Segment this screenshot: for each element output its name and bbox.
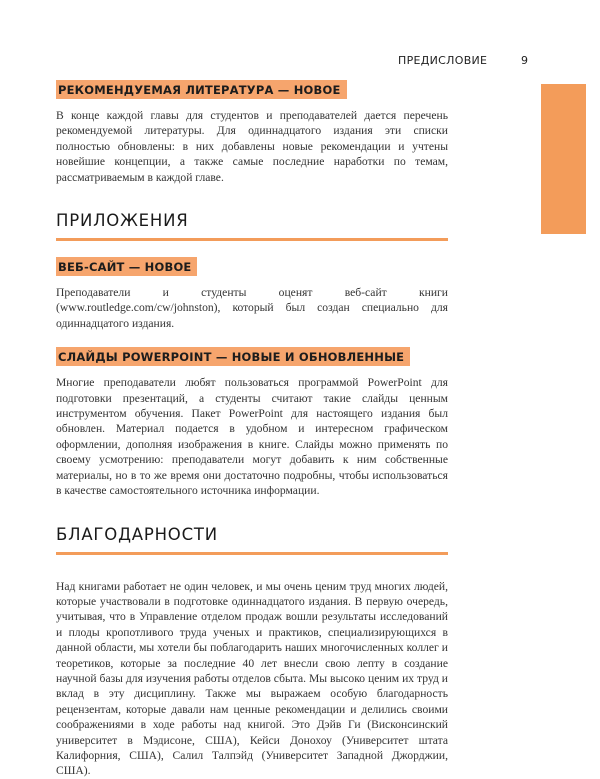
website-heading: ВЕБ-САЙТ — НОВОЕ: [56, 257, 197, 276]
recommended-reading-heading: РЕКОМЕНДУЕМАЯ ЛИТЕРАТУРА — НОВОЕ: [56, 80, 347, 99]
page-content: [56, 80, 448, 779]
slides-text: Многие преподаватели любят пользоваться программой PowerPoint для подготовки презентаций, а студенты считают такие слайды ценным инструментом обучения. Пакет PowerPoint для настоящего издания был обновлен. Материал подается в удобном и интересном графическом оформлении, дополняя изображения в книге. Слайды можно применять по своему усмотрению: преподаватели могут добавить к ним собственные материалы, но в то же время они достаточно подробны, чтобы использоваться в качестве самостоятельного источника информации.: [56, 376, 448, 498]
website-text: Преподаватели и студенты оценят веб-сайт книги (www.routledge.com/cw/johnston), который был создан специально для одиннадцатого издания.: [56, 286, 448, 330]
acknowledgements-text: Над книгами работает не один человек, и мы очень ценим труд многих людей, которые участвовали в подготовке одиннадцатого издания. В первую очередь, учитывая, что в Управление отделом продаж вошли результаты исследований и плоды кропотливого труда ученых и практиков, специализирующихся в данной области, мы хотели бы поблагодарить наших многочисленных коллег и теоретиков, которые за последние 40 лет внесли свою лепту в создание научной базы для изучения работы отделов сбыта. Мы высоко ценим их труд и вклад в эту дисциплину. Также мы выражаем особую благодарность рецензентам, которые давали нам ценные рекомендации и делились своими соображениями в ходе работы над книгой. Это Дэйв Ги (Висконсинский университет в Мэдисоне, США), Кейси Донохоу (Университет штата Калифорния, США), Салил Талпэйд (Университет Западной Джорджии, США).: [56, 579, 448, 778]
side-tab-marker: [541, 84, 586, 234]
appendices-heading: ПРИЛОЖЕНИЯ: [56, 211, 448, 241]
page-number: 9: [521, 54, 528, 67]
acknowledgements-heading: БЛАГОДАРНОСТИ: [56, 525, 448, 555]
slides-heading: СЛАЙДЫ POWERPOINT — НОВЫЕ И ОБНОВЛЕННЫЕ: [56, 347, 410, 366]
running-title: ПРЕДИСЛОВИЕ: [398, 54, 488, 67]
recommended-reading-text: В конце каждой главы для студентов и преподавателей дается перечень рекомендуемой литературы. Для одиннадцатого издания эти списки полностью обновлены: в них добавлены новые рекомендации и учтены новейшие концепции, а также самые последние наработки по темам, рассматриваемым в каждой главе.: [56, 109, 448, 184]
